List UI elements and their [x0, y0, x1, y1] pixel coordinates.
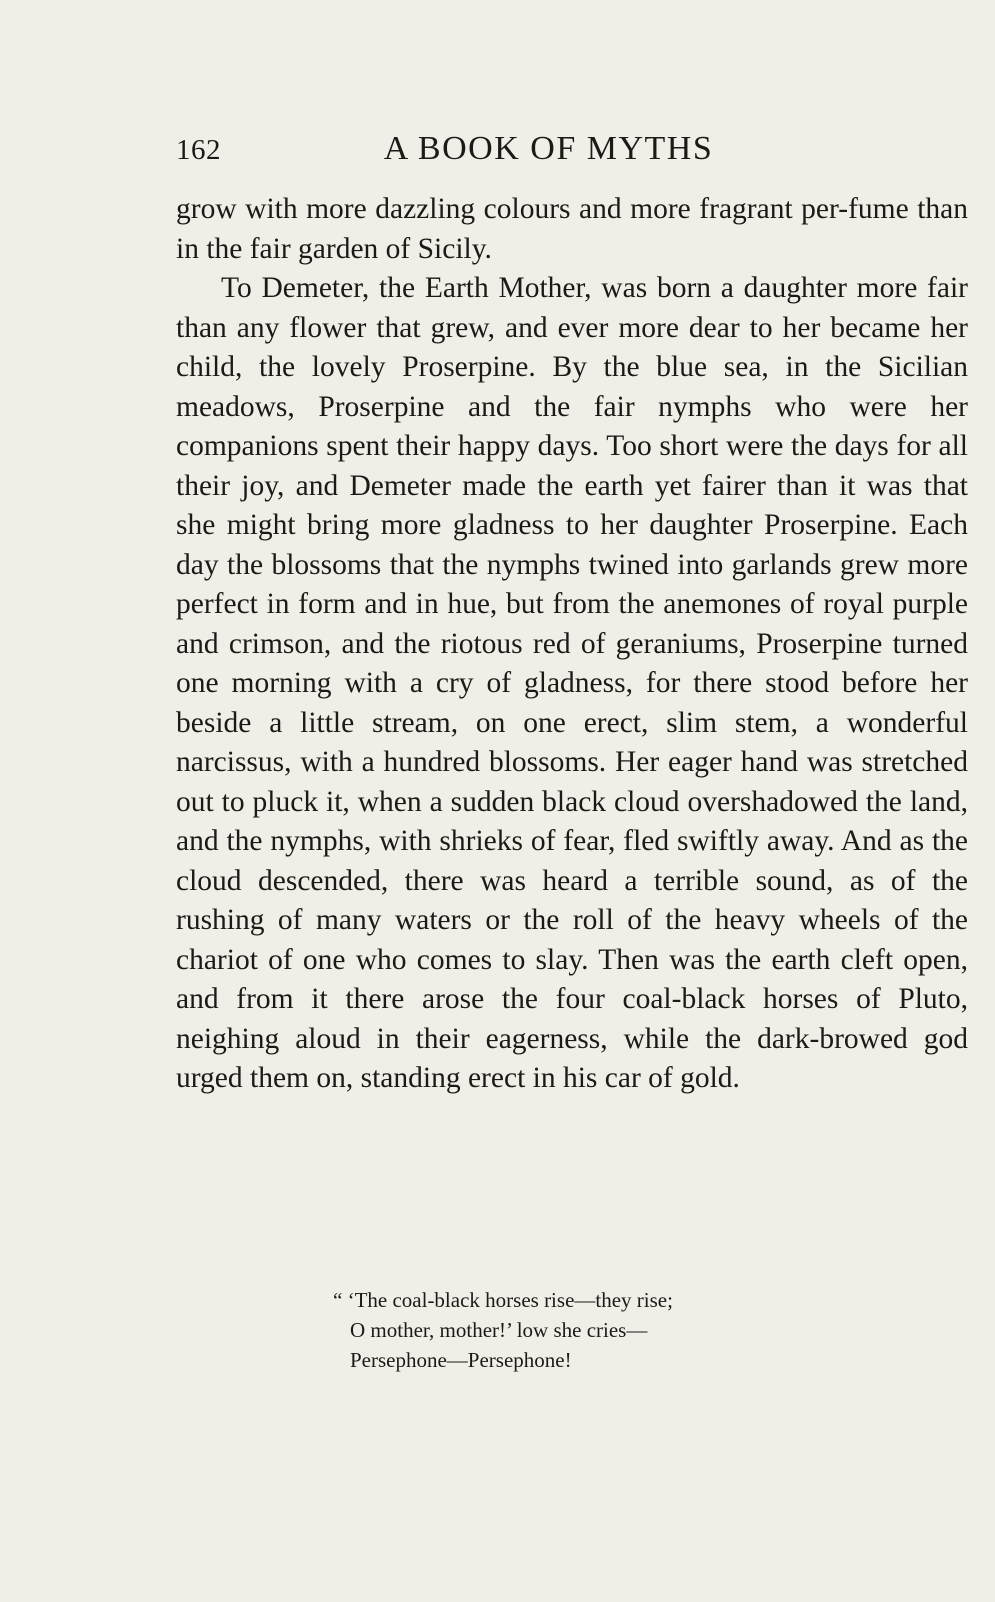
verse-line: Persephone—Persephone!	[350, 1348, 572, 1372]
book-title: A BOOK OF MYTHS	[383, 130, 714, 167]
running-head	[176, 130, 968, 170]
body-text	[176, 190, 968, 1099]
paragraph: To Demeter, the Earth Mother, was born a daughter more fair than any flower that grew, and ever more dear to her became her child, the lovely Proserpine. By the blue sea, in the Sicilian meadows, Proserpine and the fair nymphs who were her companions spent their happy days. Too short were the days for all their joy, and Demeter made the earth yet fairer than it was that she might bring more gladness to her daughter Proserpine. Each day the blossoms that the nymphs twined into garlands grew more perfect in form and in hue, but from the anemones of royal purple and crimson, and the riotous red of geraniums, Proserpine turned one morning with a cry of gladness, for there stood before her beside a little stream, on one erect, slim stem, a wonderful narcissus, with a hundred blossoms. Her eager hand was stretched out to pluck it, when a sudden black cloud overshadowed the land, and the nymphs, with shrieks of fear, fled swiftly away. And as the cloud descended, there was heard a terrible sound, as of the rushing of many waters or the roll of the heavy wheels of the chariot of one who comes to slay. Then was the earth cleft open, and from it there arose the four coal-black horses of Pluto, neighing aloud in their eagerness, while the dark-browed god urged them on, standing erect in his car of gold.	[176, 272, 968, 1094]
paragraph-continued: grow with more dazzling colours and more fragrant per-fume than in the fair garden of Sicily.	[176, 193, 968, 265]
page-number: 162	[176, 134, 221, 166]
verse-line: “ ‘The coal-black horses rise—they rise;	[333, 1288, 673, 1312]
verse-line: O mother, mother!’ low she cries—	[350, 1318, 648, 1342]
verse-quotation	[333, 1285, 893, 1375]
